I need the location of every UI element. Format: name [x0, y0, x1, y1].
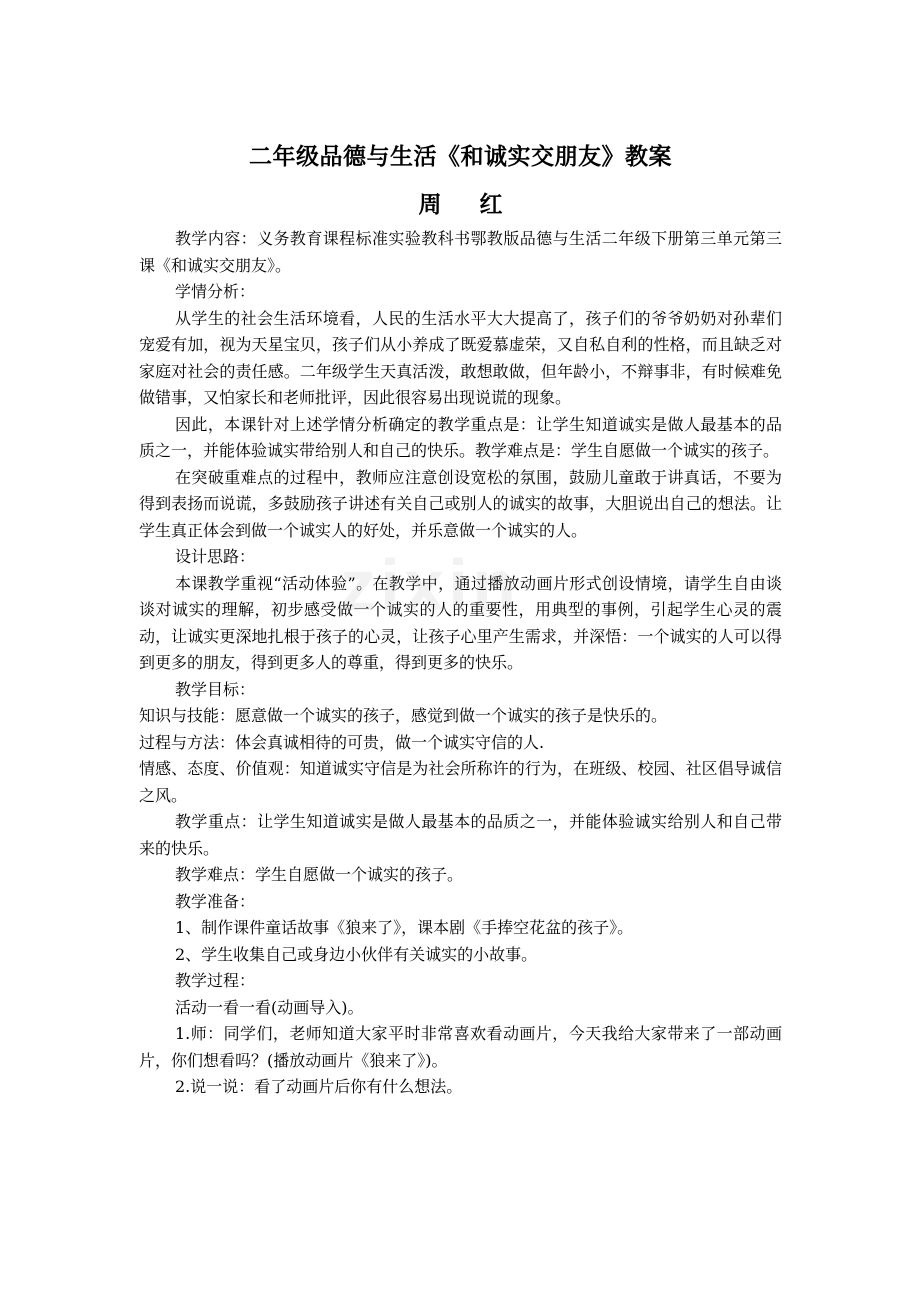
document-paragraph: 1.师：同学们，老师知道大家平时非常喜欢看动画片，今天我给大家带来了一部动画片，你们想看吗？(播放动画片《狼来了》)。: [139, 1024, 782, 1070]
document-paragraph: 2、学生收集自己或身边小伙伴有关诚实的小故事。: [175, 944, 538, 964]
document-paragraph: 教学过程：: [175, 971, 256, 990]
document-paragraph: 情感、态度、价值观：知道诚实守信是为社会所称许的行为，在班级、校园、社区倡导诚信之风。: [139, 759, 782, 805]
document-paragraph: 教学内容：义务教育课程标准实验教科书鄂教版品德与生活二年级下册第三单元第三课《和诚实交朋友》。: [139, 229, 782, 275]
document-title: 二年级品德与生活《和诚实交朋友》教案: [249, 143, 672, 170]
document-page: [139, 140, 782, 1101]
document-paragraph: 1、制作课件童话故事《狼来了》，课本剧《手捧空花盆的孩子》。: [175, 918, 634, 937]
document-paragraph: 学情分析：: [175, 282, 256, 301]
document-paragraph: 设计思路：: [175, 547, 256, 566]
document-paragraph: 教学目标：: [175, 679, 256, 699]
document-paragraph: 因此，本课针对上述学情分析确定的教学重点是：让学生知道诚实是做人最基本的品质之一，并能体验诚实带给别人和自己的快乐。教学难点是：学生自愿做一个诚实的孩子。: [139, 414, 782, 460]
document-paragraph: 知识与技能：愿意做一个诚实的孩子，感觉到做一个诚实的孩子是快乐的。: [139, 706, 668, 725]
document-paragraph: 本课教学重视“活动体验”。在教学中，通过播放动画片形式创设情境，请学生自由谈谈对诚实的理解，初步感受做一个诚实的人的重要性，用典型的事例，引起学生心灵的震动，让诚实更深地扎根于孩子的心灵，让孩子心里产生需求，并深悟：一个诚实的人可以得到更多的朋友，得到更多人的尊重，得到更多的快乐。: [139, 573, 782, 672]
watermark-logo: zixin: [340, 546, 521, 626]
document-paragraph: 过程与方法：体会真诚相待的可贵，做一个诚实守信的人.: [139, 732, 545, 752]
document-paragraph: 从学生的社会生活环境看，人民的生活水平大大提高了，孩子们的爷爷奶奶对孙辈们宠爱有加，视为天星宝贝，孩子们从小养成了既爱慕虚荣，又自私自利的性格，而且缺乏对家庭对社会的责任感。二年级学生天真活泼，敢想敢做，但年龄小，不辩事非，有时候难免做错事，又怕家长和老师批评，因此很容易出现说谎的现象。: [139, 308, 782, 407]
document-paragraph: 教学重点：让学生知道诚实是做人最基本的品质之一，并能体验诚实给别人和自己带来的快乐。: [139, 812, 782, 858]
document-paragraph: 2.说一说：看了动画片后你有什么想法。: [175, 1077, 463, 1096]
document-paragraph: 教学难点：学生自愿做一个诚实的孩子。: [175, 865, 464, 884]
document-body: [139, 226, 782, 1101]
document-paragraph: 在突破重难点的过程中，教师应注意创设宽松的氛围，鼓励儿童敢于讲真话，不要为得到表扬而说谎，多鼓励孩子讲述有关自己或别人的诚实的故事，大胆说出自己的想法。让学生真正体会到做一个诚实人的好处，并乐意做一个诚实的人。: [139, 467, 782, 540]
document-author: 周红: [418, 191, 541, 218]
document-paragraph: 活动一看一看(动画导入)。: [175, 997, 364, 1017]
document-paragraph: 教学准备：: [175, 891, 256, 911]
